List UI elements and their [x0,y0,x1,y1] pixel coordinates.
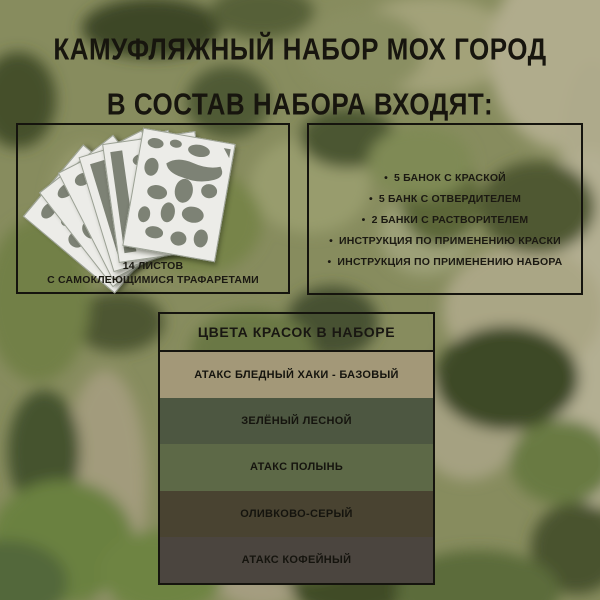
paint-colors-table [158,312,435,585]
list-item [384,172,506,184]
list-item-label: 2 БАНКИ С РАСТВОРИТЕЛЕМ [371,214,529,226]
list-item [369,193,521,205]
color-row [160,444,433,490]
list-item [328,256,563,268]
bullet-icon: • [384,172,388,184]
table-header: ЦВЕТА КРАСОК В НАБОРЕ [160,314,433,352]
list-item-label: ИНСТРУКЦИЯ ПО ПРИМЕНЕНИЮ КРАСКИ [339,235,561,247]
contents-box [307,123,583,295]
poster-subtitle: В СОСТАВ НАБОРА ВХОДЯТ: [106,86,494,122]
color-row-label: АТАКС ПОЛЫНЬ [249,461,344,474]
list-item [362,214,529,226]
color-row [160,491,433,537]
color-row-label: АТАКС КОФЕЙНЫЙ [241,553,352,566]
bullet-icon: • [327,256,332,268]
poster-title: КАМУФЛЯЖНЫЙ НАБОР МОХ ГОРОД [53,31,547,67]
list-item [329,235,561,247]
color-row-label: ЗЕЛЁНЫЙ ЛЕСНОЙ [241,415,352,428]
stencil-sheets-image [32,129,272,279]
color-row [160,537,433,583]
contents-list [309,125,581,293]
list-item-label: ИНСТРУКЦИЯ ПО ПРИМЕНЕНИЮ НАБОРА [337,256,563,268]
bullet-icon: • [361,214,366,226]
list-item-label: 5 БАНОК С КРАСКОЙ [393,172,506,184]
bullet-icon: • [368,193,373,205]
color-row-label: АТАКС БЛЕДНЫЙ ХАКИ - БАЗОВЫЙ [194,369,399,382]
bullet-icon: • [329,235,334,247]
stencils-count: 14 ЛИСТОВ [122,260,184,272]
list-item-label: 5 БАНК С ОТВЕРДИТЕЛЕМ [378,193,522,205]
color-row-label: ОЛИВКОВО-СЕРЫЙ [240,507,353,520]
color-row [160,352,433,398]
stencils-box [16,123,290,294]
stencil-sheet [122,128,235,262]
color-row [160,398,433,444]
stencils-caption [18,259,288,287]
stencils-description: С САМОКЛЕЮЩИМИСЯ ТРАФАРЕТАМИ [47,274,259,286]
